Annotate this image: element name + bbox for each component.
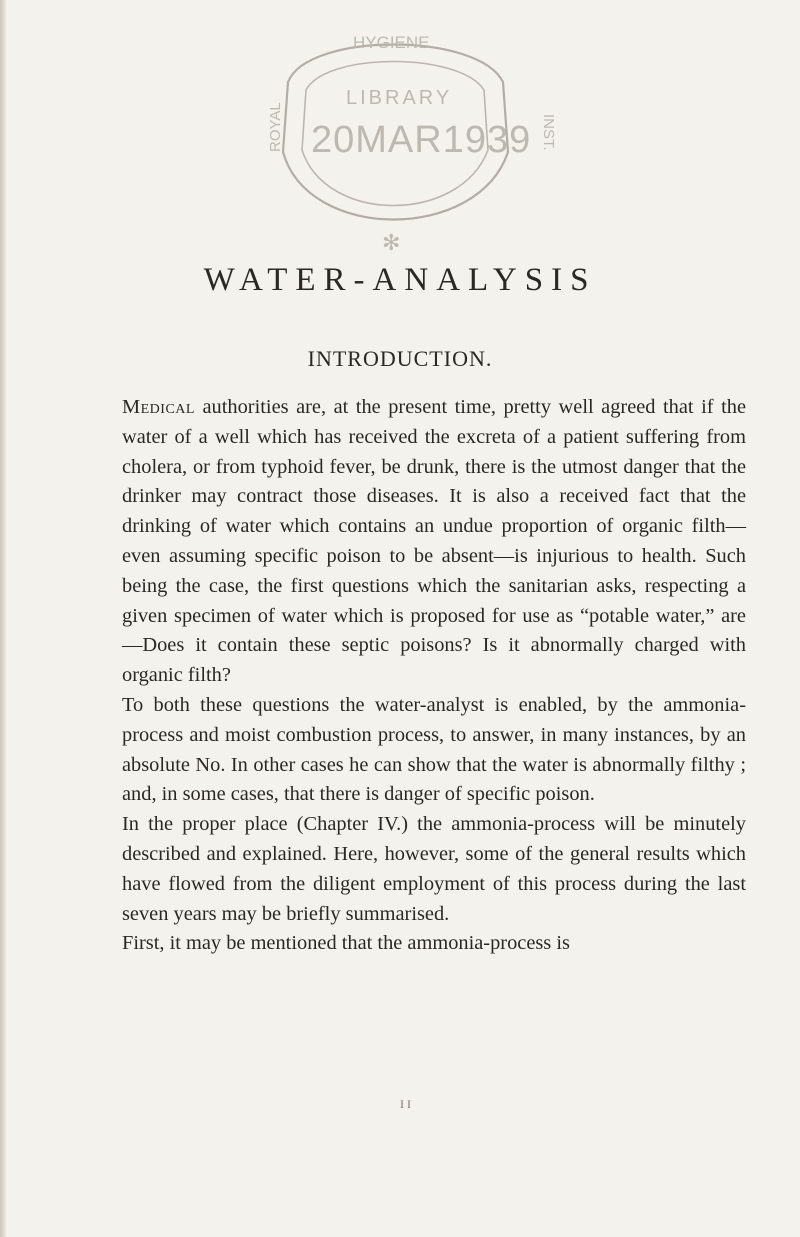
body-text [122,393,746,959]
paragraph-lead-word: Medical [122,396,195,418]
stamp-top-text: HYGIENE [353,33,430,52]
page-edge-shadow [0,0,6,1237]
stamp-library-text: LIBRARY [346,87,453,109]
stamp-left-side-text: ROYAL [267,102,284,152]
stamp-right-side-text: INST. [540,114,557,151]
paragraph-4: First, it may be mentioned that the ammonia-process is [122,932,570,955]
library-stamp-graphic [248,12,557,262]
paragraph-3: In the proper place (Chapter IV.) the ammonia-process will be minutely described and explained. Here, however, some of the general results which have flowed from the diligent employment of this process during the last seven years may be briefly summarised. [122,813,746,925]
stamp-star-icon: ✻ [382,230,401,255]
paragraph-1-text: authorities are, at the present time, pretty well agreed that if the water of a well which has received the excreta of a patient suffering from cholera, or from typhoid fever, be drunk, there is the utmost danger that the drinker may contract those diseases. It is also a received fact that the drinking of water which contains an undue proportion of organic filth—even assuming specific poison to be absent—is injurious to health. Such being the case, the first questions which the sanitarian asks, respecting a given specimen of water which is proposed for use as “potable water,” are—Does it contain these septic poisons? Is it abnormally charged with organic filth? [122,396,746,687]
paragraph-1 [122,393,746,691]
stamp-date-text: 20MAR1939 [311,119,532,161]
library-stamp [248,12,557,262]
signature-mark: I I [400,1097,411,1111]
paragraph-2: To both these questions the water-analyst is enabled, by the ammonia-process and moist combustion process, to answer, in many instances, by an absolute No. In other cases he can show that the water is abnormally filthy ; and, in some cases, that there is danger of specific poison. [122,693,746,806]
running-title: WATER-ANALYSIS [203,262,597,298]
section-heading: INTRODUCTION. [307,346,493,371]
